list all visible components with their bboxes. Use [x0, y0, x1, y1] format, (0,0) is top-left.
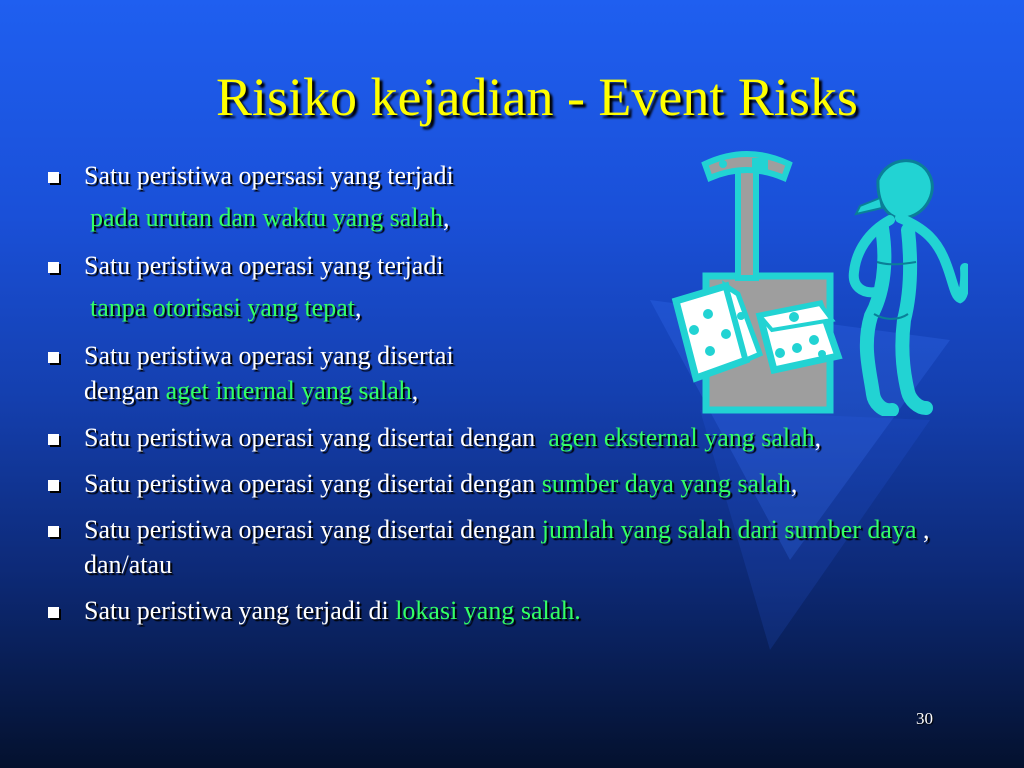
bullet-icon — [48, 607, 59, 618]
list-item — [48, 593, 978, 628]
bullet-text: Satu peristiwa opersasi yang terjadi — [84, 161, 454, 190]
bullet-highlight: tanpa otorisasi yang tepat — [90, 293, 355, 322]
bullet-icon — [48, 262, 59, 273]
list-item — [48, 512, 978, 582]
bullet-text: Satu peristiwa operasi yang disertai — [84, 341, 454, 370]
slide-title: Risiko kejadian - Event Risks — [216, 67, 858, 127]
bullet-prefix: dengan — [84, 376, 166, 405]
bullet-tail: , dan/atau — [84, 515, 930, 579]
list-item — [48, 338, 978, 408]
bullet-icon — [48, 526, 59, 537]
bullet-icon — [48, 352, 59, 363]
list-item — [48, 158, 978, 235]
bullet-text: Satu peristiwa operasi yang disertai dengan — [84, 469, 542, 498]
bullet-text: Satu peristiwa operasi yang terjadi — [84, 251, 444, 280]
bullet-highlight: jumlah yang salah dari sumber daya — [541, 515, 917, 544]
bullet-text: Satu peristiwa operasi yang disertai dengan — [84, 423, 549, 452]
list-item — [48, 420, 978, 455]
bullet-highlight: pada urutan dan waktu yang salah — [90, 203, 444, 232]
bullet-tail: , — [354, 293, 362, 322]
list-item — [48, 248, 978, 325]
bullet-text: Satu peristiwa yang terjadi di — [84, 596, 396, 625]
bullet-highlight: sumber daya yang salah — [541, 469, 791, 498]
page-number: 30 — [916, 709, 933, 728]
bullet-text: Satu peristiwa operasi yang disertai dengan — [84, 515, 542, 544]
bullet-subline — [84, 200, 978, 235]
bullet-icon — [48, 480, 59, 491]
bullet-highlight: lokasi yang salah. — [395, 596, 581, 625]
bullet-tail: , — [411, 376, 419, 405]
bullet-subline — [84, 290, 978, 325]
bullet-highlight: aget internal yang salah — [165, 376, 412, 405]
bullet-icon — [48, 172, 59, 183]
bullet-tail: , — [814, 423, 822, 452]
bullet-list — [48, 158, 978, 628]
bullet-highlight: agen eksternal yang salah — [548, 423, 815, 452]
bullet-tail: , — [790, 469, 798, 498]
bullet-tail: , — [443, 203, 450, 232]
list-item — [48, 466, 978, 501]
bullet-icon — [48, 434, 59, 445]
